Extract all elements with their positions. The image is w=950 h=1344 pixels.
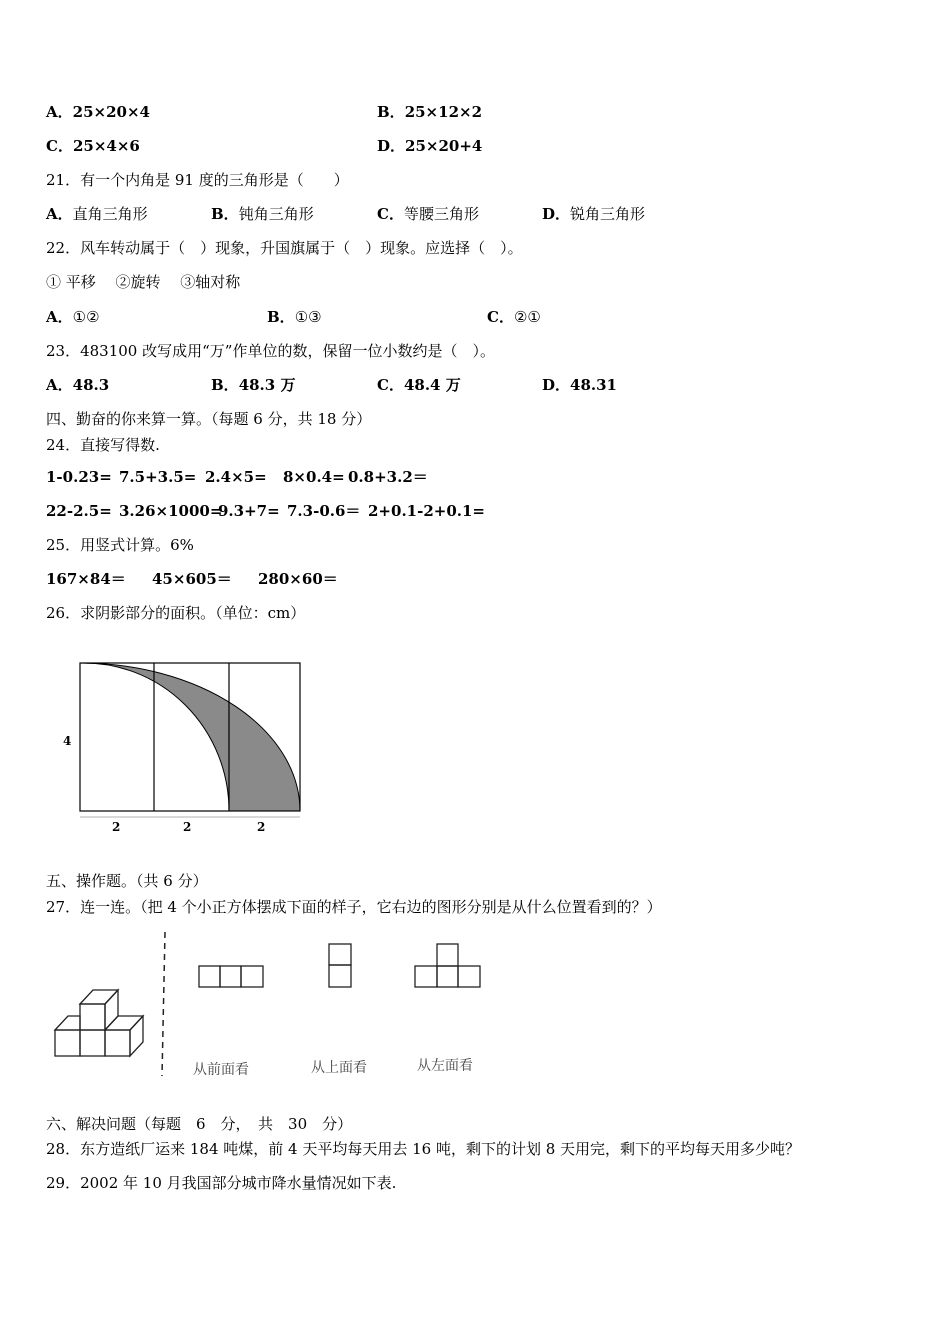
q24-item: 3.26×1000= [119,502,223,520]
q29-stem: 29．2002 年 10 月我国部分城市降水量情况如下表. [46,1174,397,1192]
q24-item: 8×0.4= [283,468,345,486]
q24-item: 2+0.1-2+0.1= [368,502,485,520]
q21-option-c: C．等腰三角形 [377,205,479,223]
q20-option-a: A．25×20×4 [46,103,150,121]
cube-arrangement [55,990,143,1056]
view-label: 从左面看 [417,1058,473,1074]
height-label: 4 [63,734,72,748]
q23-option-b: B．48.3 万 [211,376,296,394]
view-three-in-row [199,966,263,987]
q24-item: 7.5+3.5= [119,468,197,486]
q24-item: 9.3+7= [218,502,280,520]
q27-stem: 27．连一连。（把 4 个小正方体摆成下面的样子，它右边的图形分别是从什么位置看到的？） [46,898,662,916]
cube-views-figure [45,928,505,1088]
width-label: 2 [183,820,192,834]
q28-stem: 28．东方造纸厂运来 184 吨煤，前 4 天平均每天用去 16 吨，剩下的计划 8 天用完，剩下的平均每天用多少吨？ [46,1140,801,1158]
q20-option-d: D．25×20+4 [377,137,483,155]
q24-item: 0.8+3.2＝ [348,468,428,486]
q25-stem: 25．用竖式计算。6% [46,536,194,554]
q25-item: 45×605＝ [152,570,232,588]
shaded-area-figure [55,655,315,840]
q26-stem: 26．求阴影部分的面积。（单位：cm） [46,604,306,622]
q23-option-d: D．48.31 [542,376,617,394]
section-4-title: 四、勤奋的你来算一算。（每题 6 分，共 18 分） [46,410,372,428]
q22-choices: ① 平移 ②旋转 ③轴对称 [46,273,241,291]
q21-stem: 21．有一个内角是 91 度的三角形是（ ） [46,171,349,189]
width-label: 2 [112,820,121,834]
view-two-stacked [329,944,351,987]
q20-option-c: C．25×4×6 [46,137,140,155]
q22-option-b: B．①③ [267,308,322,326]
q25-item: 167×84＝ [46,570,126,588]
q20-option-b: B．25×12×2 [377,103,483,121]
q24-item: 2.4×5= [205,468,267,486]
q21-option-a: A．直角三角形 [46,205,148,223]
dashed-divider [162,932,165,1076]
view-label: 从上面看 [311,1060,367,1076]
q23-stem: 23．483100 改写成用“万”作单位的数，保留一位小数约是（ ）。 [46,342,495,360]
q22-stem: 22．风车转动属于（ ）现象，升国旗属于（ ）现象。应选择（ ）。 [46,239,523,257]
width-label: 2 [257,820,266,834]
section-5-title: 五、操作题。（共 6 分） [46,872,208,890]
q24-item: 1-0.23= [46,468,112,486]
q22-option-c: C．②① [487,308,541,326]
q21-option-b: B．钝角三角形 [211,205,314,223]
q21-option-d: D．锐角三角形 [542,205,646,223]
view-t-shape [415,944,480,987]
q25-item: 280×60＝ [258,570,338,588]
q24-stem: 24．直接写得数. [46,436,160,454]
q24-item: 22-2.5= [46,502,112,520]
shaded-region [80,663,300,811]
q24-item: 7.3-0.6＝ [287,502,361,520]
view-label: 从前面看 [193,1062,249,1078]
q23-option-a: A．48.3 [46,376,110,394]
q22-option-a: A．①② [46,308,100,326]
section-6-title: 六、解决问题（每题 6 分， 共 30 分） [46,1115,353,1133]
q23-option-c: C．48.4 万 [377,376,461,394]
